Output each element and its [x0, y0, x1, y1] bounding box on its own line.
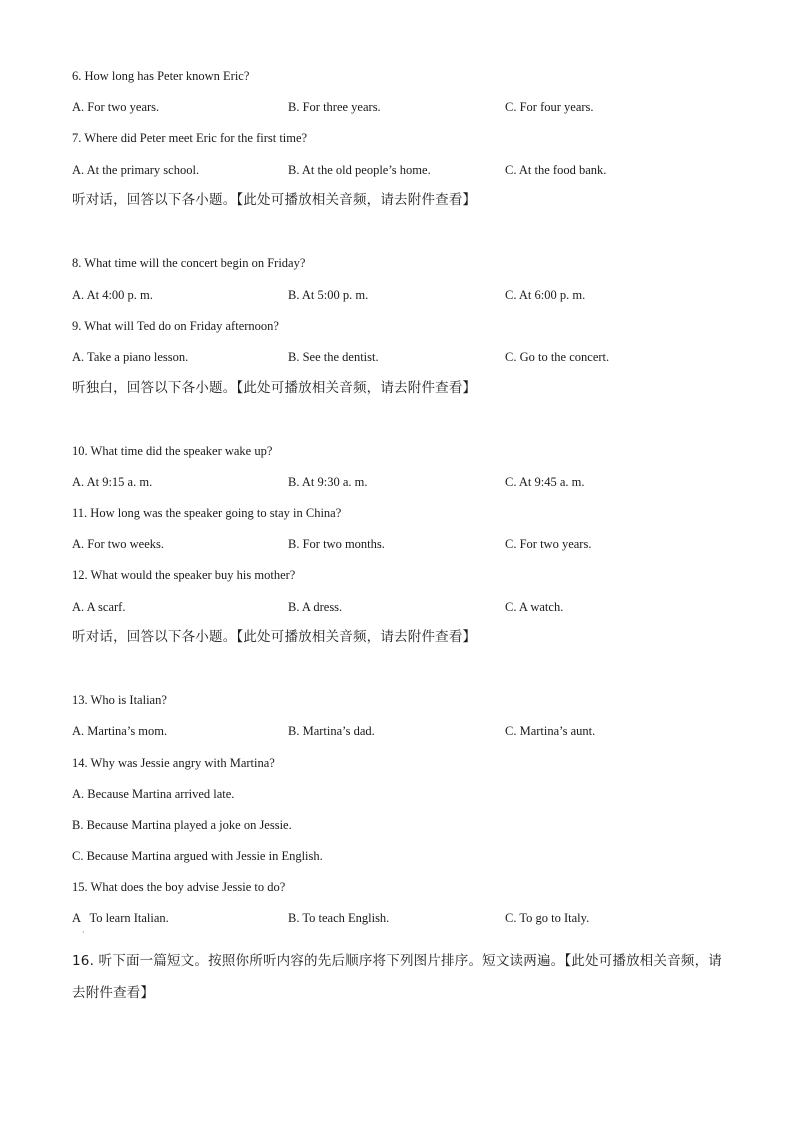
question-8-options	[72, 287, 732, 303]
option-a: A. For two weeks.	[72, 537, 165, 551]
question-9-options	[72, 349, 732, 365]
question-10: 10. What time did the speaker wake up?	[72, 444, 273, 458]
question-15-options	[72, 910, 732, 926]
question-12-options	[72, 599, 732, 615]
section-instruction: 听对话，回答以下各小题。【此处可播放相关音频，请去附件查看】	[72, 629, 477, 645]
option-a: A. Take a piano lesson.	[72, 350, 189, 364]
option-a: A. At the primary school.	[72, 163, 200, 177]
question-6: 6. How long has Peter known Eric?	[72, 69, 250, 83]
question-10-options	[72, 474, 732, 490]
option-c: C. For four years.	[505, 100, 594, 114]
option-b: B. Martina’s dad.	[288, 724, 375, 738]
option-c: C. Because Martina argued with Jessie in English.	[72, 849, 323, 863]
option-b: B. To teach English.	[288, 911, 390, 925]
question-15: 15. What does the boy advise Jessie to do?	[72, 880, 286, 894]
stray-mark: ·	[82, 928, 85, 937]
option-b: B. A dress.	[288, 600, 343, 614]
question-13: 13. Who is Italian?	[72, 693, 167, 707]
question-7-options	[72, 162, 732, 178]
question-13-options	[72, 723, 732, 739]
question-6-options	[72, 99, 732, 115]
question-12: 12. What would the speaker buy his mother?	[72, 568, 296, 582]
option-a: A. A scarf.	[72, 600, 126, 614]
option-c: C. At the food bank.	[505, 163, 607, 177]
option-b: B. For three years.	[288, 100, 381, 114]
option-b: B. For two months.	[288, 537, 385, 551]
section-instruction: 听独白，回答以下各小题。【此处可播放相关音频，请去附件查看】	[72, 380, 477, 396]
option-a: A. For two years.	[72, 100, 160, 114]
question-14: 14. Why was Jessie angry with Martina?	[72, 756, 275, 770]
option-c: C. A watch.	[505, 600, 564, 614]
question-9: 9. What will Ted do on Friday afternoon?	[72, 319, 279, 333]
option-a: A. Because Martina arrived late.	[72, 787, 235, 801]
question-11-options	[72, 536, 732, 552]
option-b: B. See the dentist.	[288, 350, 379, 364]
option-c: C. For two years.	[505, 537, 592, 551]
option-b: B. At 9:30 a. m.	[288, 475, 368, 489]
option-a: A To learn Italian.	[72, 911, 169, 925]
option-c: C. At 9:45 a. m.	[505, 475, 585, 489]
option-b: B. At the old people’s home.	[288, 163, 431, 177]
option-b: B. At 5:00 p. m.	[288, 288, 369, 302]
option-a: A. At 9:15 a. m.	[72, 475, 153, 489]
option-c: C. To go to Italy.	[505, 911, 590, 925]
option-a: A. At 4:00 p. m.	[72, 288, 153, 302]
question-8: 8. What time will the concert begin on Friday?	[72, 256, 306, 270]
option-a: A. Martina’s mom.	[72, 724, 168, 738]
question-7: 7. Where did Peter meet Eric for the first time?	[72, 131, 308, 145]
option-b: B. Because Martina played a joke on Jessie.	[72, 818, 292, 832]
question-11: 11. How long was the speaker going to stay in China?	[72, 506, 342, 520]
option-c: C. Martina’s aunt.	[505, 724, 596, 738]
section-instruction: 听对话，回答以下各小题。【此处可播放相关音频，请去附件查看】	[72, 192, 477, 208]
question-16: 16. 听下面一篇短文。按照你所听内容的先后顺序将下列图片排序。短文读两遍。【此处可播放相关音频，请去附件查看】	[72, 953, 723, 1001]
option-c: C. At 6:00 p. m.	[505, 288, 586, 302]
option-c: C. Go to the concert.	[505, 350, 610, 364]
